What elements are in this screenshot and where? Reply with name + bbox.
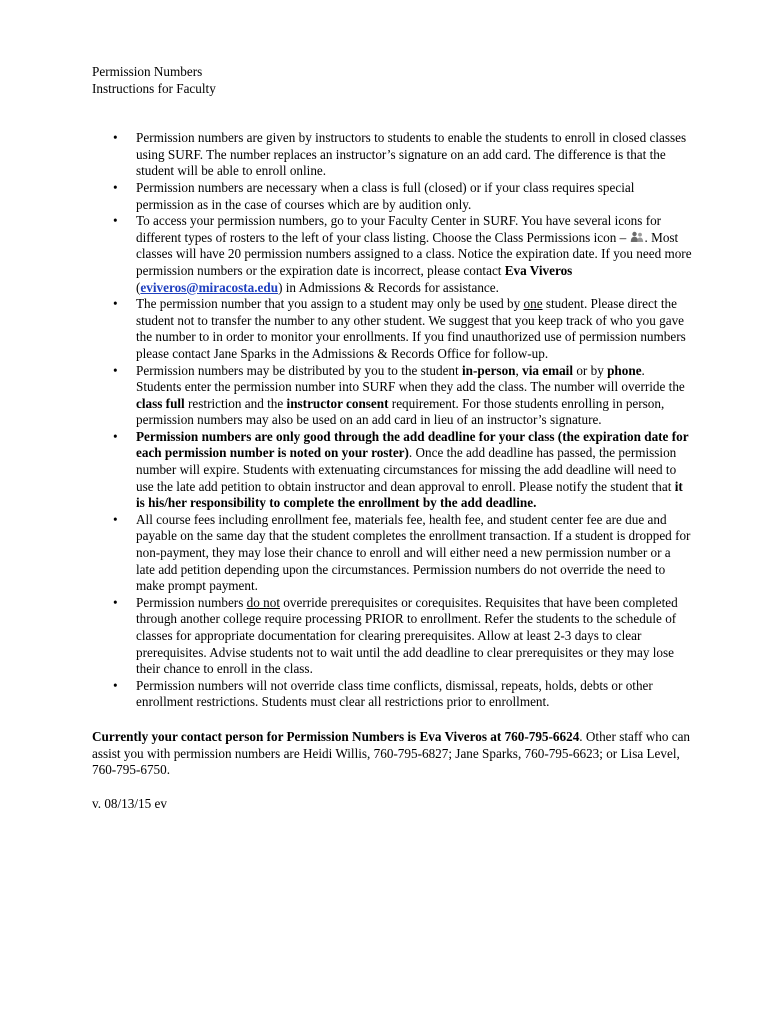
item-text: . Once the add deadline has passed, the permission number will expire. Students with extenuating circumstances for missing the add deadline will need to use the late add petition to obtain instructor and dean approval to enroll. Please notify the student that bbox=[136, 445, 677, 494]
list-item bbox=[92, 429, 692, 512]
list-item bbox=[92, 512, 692, 595]
contact-paragraph bbox=[92, 729, 692, 779]
bullet-icon: • bbox=[113, 362, 118, 378]
item-text: Permission numbers are given by instructors to students to enable the students to enroll in closed classes using SURF. The number replaces an instructor’s signature on an add card. The difference is that the student will be able to enroll online. bbox=[136, 130, 687, 179]
document-subtitle: Instructions for Faculty bbox=[92, 80, 216, 96]
item-text: , bbox=[515, 362, 523, 378]
item-text: ) in Admissions & Records for assistance. bbox=[278, 279, 499, 295]
bold-text: phone bbox=[607, 362, 642, 378]
bullet-icon: • bbox=[113, 179, 118, 195]
bullet-icon: • bbox=[113, 594, 118, 610]
item-text: The permission number that you assign to a student may only be used by bbox=[136, 296, 524, 312]
item-text: or by bbox=[573, 362, 608, 378]
item-text: Permission numbers bbox=[136, 594, 247, 610]
item-text: To access your permission numbers, go to your Faculty Center in SURF. You have several icons for different types of rosters to the left of your class listing. Choose the Class Permissions icon – bbox=[136, 213, 662, 245]
instructions-list bbox=[92, 130, 692, 711]
version-note: v. 08/13/15 ev bbox=[92, 795, 167, 811]
list-item bbox=[92, 678, 692, 711]
bullet-icon: • bbox=[113, 428, 118, 444]
bold-text: class full bbox=[136, 395, 185, 411]
bold-text: it is his/her responsibility to complete the enrollment by the add deadline. bbox=[136, 478, 683, 511]
list-item bbox=[92, 213, 692, 296]
item-text: override prerequisites or corequisites. Requisites that have been completed through another college require processing PRIOR to enrollment. Refer the students to the schedule of classes for appropriate documentation for clearing prerequisites. Allow at least 2-3 days to clear prerequisites. Advise students not to wait until the add deadline to clear prerequisites or they may lose their chance to enroll in the class. bbox=[136, 594, 678, 677]
bold-text: in-person bbox=[462, 362, 516, 378]
bullet-icon: • bbox=[113, 213, 118, 229]
list-item bbox=[92, 595, 692, 678]
list-item bbox=[92, 180, 692, 213]
document-header bbox=[92, 64, 692, 97]
item-text: ( bbox=[136, 279, 141, 295]
underlined-text: do not bbox=[246, 594, 280, 610]
underlined-text: one bbox=[523, 296, 543, 312]
item-text: Permission numbers are necessary when a class is full (closed) or if your class requires special permission as in the case of courses which are by audition only. bbox=[136, 179, 635, 212]
item-text: restriction and the bbox=[184, 395, 287, 411]
email-link[interactable]: eviveros@miracosta.edu bbox=[140, 279, 279, 295]
contact-text: . Other staff who can assist you with permission numbers are Heidi Willis, 760-795-6827; Jane Sparks, 760-795-6623; or Lisa Level, 760-795-6750. bbox=[92, 728, 691, 778]
list-item bbox=[92, 296, 692, 362]
item-text: Permission numbers may be distributed by you to the student bbox=[136, 362, 462, 378]
item-text: student. Please direct the student not to transfer the number to any other student. We suggest that you keep track of who you gave the number to in order to monitor your enrollments. If you find unauthorized use of permission numbers please contact Jane Sparks in the Admissions & Records Office for follow-up. bbox=[136, 296, 686, 361]
bold-text: instructor consent bbox=[286, 395, 389, 411]
item-text: Permission numbers will not override class time conflicts, dismissal, repeats, holds, debts or other enrollment restrictions. Students must clear all restrictions prior to enrollment. bbox=[136, 677, 653, 710]
contact-name: Eva Viveros bbox=[504, 262, 573, 278]
item-text: All course fees including enrollment fee, materials fee, health fee, and student center fee are due and payable on the same day that the student completes the enrollment transaction. If a student is dropped for non-payment, they may lose their chance to enroll and will either need a new permission number or a late add petition depending upon the circumstances. Permission numbers do not override the need to make prompt payment. bbox=[136, 511, 691, 594]
item-text: . Most classes will have 20 permission numbers assigned to a class. Notice the expiration date. If you need more permission numbers or the expiration date is incorrect, please contact bbox=[136, 229, 692, 278]
bullet-icon: • bbox=[113, 677, 118, 693]
contact-bold-text: Currently your contact person for Permission Numbers is Eva Viveros at 760-795-6624 bbox=[92, 728, 580, 744]
bullet-icon: • bbox=[113, 296, 118, 312]
list-item bbox=[92, 130, 692, 180]
item-text: . Students enter the permission number into SURF when they add the class. The number will override the bbox=[136, 362, 685, 395]
class-permissions-icon bbox=[630, 231, 644, 243]
document-page bbox=[92, 64, 692, 812]
bullet-icon: • bbox=[113, 130, 118, 146]
list-item bbox=[92, 363, 692, 429]
bold-text: via email bbox=[522, 362, 574, 378]
bullet-icon: • bbox=[113, 511, 118, 527]
bold-text: Permission numbers are only good through the add deadline for your class (the expiration date for each permission number is noted on your roster) bbox=[136, 428, 689, 461]
item-text: requirement. For those students enrolling in person, permission numbers may also be used on an add card in lieu of an instructor’s signature. bbox=[136, 395, 665, 428]
document-title: Permission Numbers bbox=[92, 64, 203, 79]
